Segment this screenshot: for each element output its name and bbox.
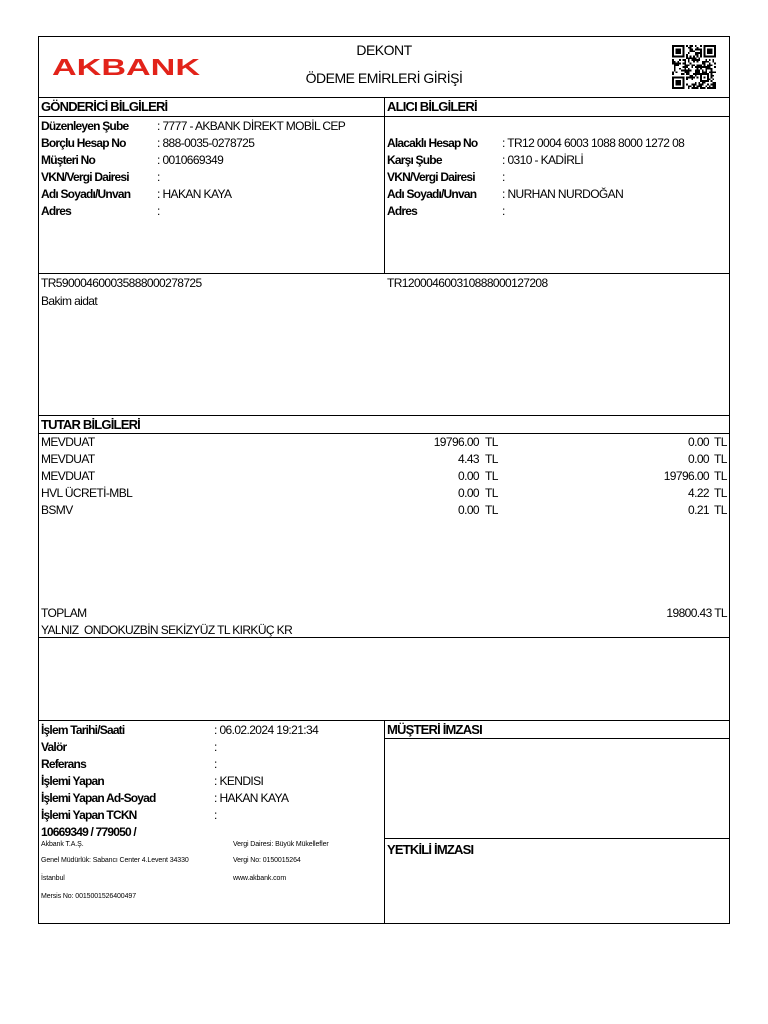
amount-a: 0.00 — [458, 503, 479, 517]
currency-b: TL — [714, 469, 727, 483]
currency-b: TL — [714, 486, 727, 500]
amount-a: 0.00 — [458, 469, 479, 483]
sender-value: : 888-0035-0278725 — [157, 136, 255, 150]
amount-a: 4.43 — [458, 452, 479, 466]
receiver-label: VKN/Vergi Dairesi — [387, 170, 475, 184]
sender-label: Düzenleyen Şube — [41, 119, 129, 133]
qr-code-graphic — [672, 45, 716, 89]
amount-row-label: HVL ÜCRETİ-MBL — [41, 486, 133, 500]
party-column-divider — [384, 97, 385, 273]
receiver-value: : — [502, 204, 505, 218]
receiver-value: : TR12 0004 6003 1088 8000 1272 08 — [502, 136, 685, 150]
receiver-label: Adı Soyadı/Unvan — [387, 187, 477, 201]
footer-tax-no: Vergi No: 0150015264 — [233, 857, 301, 864]
amount-row-label: MEVDUAT — [41, 435, 95, 449]
amount-row-label: MEVDUAT — [41, 452, 95, 466]
currency-b: TL — [714, 452, 727, 466]
sender-label: Müşteri No — [41, 153, 96, 167]
amounts-section-divider — [38, 637, 730, 638]
customer-signature-underline — [384, 738, 730, 739]
receiver-value: : NURHAN NURDOĞAN — [502, 187, 624, 201]
transaction-value: : KENDISI — [214, 774, 264, 788]
footer-website: www.akbank.com — [233, 875, 287, 882]
transaction-value: : — [214, 757, 217, 771]
transaction-label: İşlemi Yapan Ad-Soyad — [41, 791, 156, 805]
amount-b: 4.22 — [688, 486, 709, 500]
signature-column-divider — [384, 720, 385, 924]
footer-company-name: Akbank T.A.Ş. — [41, 841, 84, 848]
signature-divider — [384, 838, 730, 839]
amount-b: 0.00 — [688, 452, 709, 466]
amounts-heading-underline — [38, 433, 730, 434]
transaction-value: : — [214, 808, 217, 822]
sender-heading: GÖNDERİCİ BİLGİLERİ — [41, 99, 168, 114]
receiver-heading: ALICI BİLGİLERİ — [387, 99, 477, 114]
document-title: DEKONT — [356, 42, 412, 58]
receiver-iban: TR120004600310888000127208 — [387, 276, 548, 290]
receiver-label: Adres — [387, 204, 418, 218]
amount-a: 0.00 — [458, 486, 479, 500]
footer-tax-office: Vergi Dairesi: Büyük Mükellefler — [233, 841, 329, 848]
qr-code — [672, 45, 716, 89]
footer-city: İstanbul — [41, 875, 65, 882]
transaction-value: : — [214, 740, 217, 754]
currency-b: TL — [714, 503, 727, 517]
transaction-label: Referans — [41, 757, 86, 771]
transaction-label: İşlem Tarihi/Saati — [41, 723, 125, 737]
transaction-value: : 06.02.2024 19:21:34 — [214, 723, 319, 737]
authorized-signature-heading: YETKİLİ İMZASI — [387, 842, 474, 857]
amount-row-label: BSMV — [41, 503, 73, 517]
party-heading-underline — [38, 116, 730, 117]
sender-label: VKN/Vergi Dairesi — [41, 170, 129, 184]
sender-label: Borçlu Hesap No — [41, 136, 126, 150]
transaction-label: İşlemi Yapan — [41, 774, 104, 788]
payment-description: Bakim aidat — [41, 294, 98, 308]
customer-signature-heading: MÜŞTERİ İMZASI — [387, 722, 482, 737]
currency-a: TL — [485, 452, 498, 466]
receiver-label: Karşı Şube — [387, 153, 442, 167]
currency-a: TL — [485, 503, 498, 517]
akbank-logo-graphic — [52, 56, 202, 78]
transaction-value: : HAKAN KAYA — [214, 791, 289, 805]
currency-a: TL — [485, 486, 498, 500]
amount-row-label: MEVDUAT — [41, 469, 95, 483]
akbank-logo — [52, 56, 202, 78]
receiver-label: Alacaklı Hesap No — [387, 136, 478, 150]
amount-b: 0.21 — [688, 503, 709, 517]
footer-mersis-no: Mersis No: 0015001526400497 — [41, 893, 136, 900]
party-section-divider — [38, 273, 730, 274]
amount-b: 0.00 — [688, 435, 709, 449]
total-label: TOPLAM — [41, 606, 87, 620]
currency-a: TL — [485, 435, 498, 449]
qr-modules — [672, 45, 716, 89]
currency-a: TL — [485, 469, 498, 483]
currency-b: TL — [714, 435, 727, 449]
sender-value: : HAKAN KAYA — [157, 187, 232, 201]
receiver-value: : — [502, 170, 505, 184]
total-value: 19800.43 TL — [666, 606, 727, 620]
amount-a: 19796.00 — [433, 435, 479, 449]
footer-head-office: Genel Müdürlük: Sabancı Center 4.Levent 34330 — [41, 857, 189, 864]
description-section-divider — [38, 415, 730, 416]
amounts-heading: TUTAR BİLGİLERİ — [41, 417, 140, 432]
amount-in-words: YALNIZ ONDOKUZBİN SEKİZYÜZ TL KIRKÜÇ KR — [41, 623, 293, 637]
sender-label: Adı Soyadı/Unvan — [41, 187, 131, 201]
sender-value: : 0010669349 — [157, 153, 224, 167]
amount-b: 19796.00 — [663, 469, 709, 483]
document-subtitle: ÖDEME EMİRLERİ GİRİŞİ — [305, 70, 463, 86]
transaction-label: Valör — [41, 740, 67, 754]
sender-value: : 7777 - AKBANK DİREKT MOBİL CEP — [157, 119, 346, 133]
sender-value: : — [157, 204, 160, 218]
receiver-value: : 0310 - KADİRLİ — [502, 153, 584, 167]
logo-text: AKBANK — [52, 56, 201, 78]
sender-value: : — [157, 170, 160, 184]
sender-iban: TR590004600035888000278725 — [41, 276, 202, 290]
sender-label: Adres — [41, 204, 72, 218]
transaction-reference-line: 10669349 / 779050 / — [41, 825, 136, 839]
transaction-label: İşlemi Yapan TCKN — [41, 808, 137, 822]
